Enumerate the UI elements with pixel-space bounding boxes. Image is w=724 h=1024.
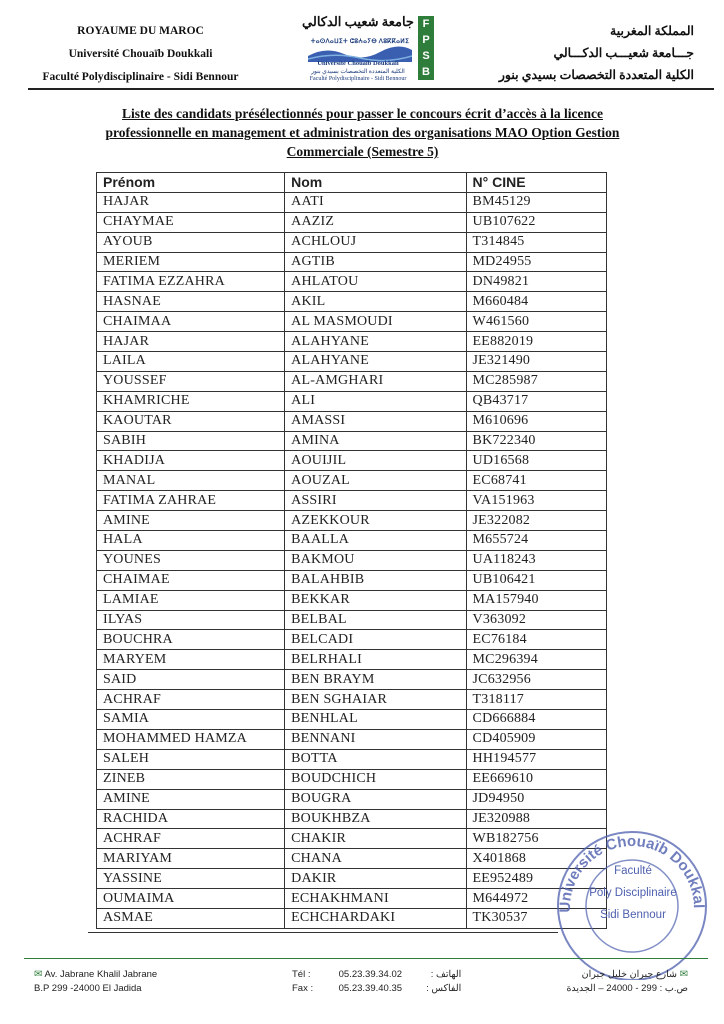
- logo-french-faculty: Faculté Polydisciplinaire - Sidi Bennour: [309, 76, 407, 82]
- footer-address-ar: [566, 968, 688, 996]
- nom-cell: DAKIR: [285, 869, 466, 889]
- stamp-line: Sidi Bennour: [600, 909, 666, 921]
- badge-letter: B: [422, 66, 430, 78]
- kingdom-label-fr: ROYAUME DU MAROC: [77, 25, 204, 37]
- table-row: [97, 431, 607, 451]
- tel-number: 05.23.39.34.02: [338, 969, 403, 980]
- table-row: [97, 809, 607, 829]
- cine-cell: MA157940: [466, 590, 606, 610]
- cine-cell: V363092: [466, 610, 606, 630]
- prenom-cell: MARYEM: [97, 650, 285, 670]
- table-row: [97, 192, 607, 212]
- nom-cell: AOUZAL: [285, 471, 466, 491]
- nom-cell: AMASSI: [285, 411, 466, 431]
- cine-cell: UB106421: [466, 570, 606, 590]
- table-row: [97, 650, 607, 670]
- cine-cell: JE322082: [466, 511, 606, 531]
- logo-french-name: Université Chouaïb Doukkali: [317, 60, 399, 67]
- prenom-cell: RACHIDA: [97, 809, 285, 829]
- university-label-ar: جـــامعة شعيـــب الدكـــالي: [553, 46, 694, 60]
- kingdom-label-ar: المملكة المغربية: [610, 24, 694, 38]
- nom-cell: AHLATOU: [285, 272, 466, 292]
- nom-cell: CHANA: [285, 849, 466, 869]
- nom-cell: AOUIJIL: [285, 451, 466, 471]
- cine-cell: M655724: [466, 531, 606, 551]
- cine-cell: TK30537: [466, 908, 606, 928]
- stamp-line: Poly Disciplinaire: [589, 887, 677, 899]
- faculty-label-ar: الكلية المتعددة التخصصات بسيدي بنور: [498, 68, 694, 82]
- cine-cell: JE321490: [466, 352, 606, 372]
- table-row: [97, 371, 607, 391]
- table-row: [97, 570, 607, 590]
- nom-cell: BOTTA: [285, 749, 466, 769]
- table-row: [97, 829, 607, 849]
- table-row: [97, 908, 607, 928]
- address-line-ar: ص.ب : 299 - 24000 – الجديدة: [566, 983, 688, 994]
- table-row: [97, 531, 607, 551]
- cine-cell: JC632956: [466, 670, 606, 690]
- cine-cell: UA118243: [466, 550, 606, 570]
- nom-cell: AZEKKOUR: [285, 511, 466, 531]
- cine-cell: MC296394: [466, 650, 606, 670]
- prenom-cell: KHADIJA: [97, 451, 285, 471]
- prenom-cell: HAJAR: [97, 192, 285, 212]
- prenom-cell: AMINE: [97, 789, 285, 809]
- fpsb-badge: [418, 16, 434, 80]
- nom-cell: ACHLOUJ: [285, 232, 466, 252]
- nom-cell: BOUGRA: [285, 789, 466, 809]
- table-row: [97, 511, 607, 531]
- cine-cell: EE882019: [466, 332, 606, 352]
- nom-cell: BEN BRAYM: [285, 670, 466, 690]
- nom-cell: BENNANI: [285, 729, 466, 749]
- table-row: [97, 789, 607, 809]
- prenom-cell: AYOUB: [97, 232, 285, 252]
- table-row: [97, 869, 607, 889]
- faculty-label-fr: Faculté Polydisciplinaire - Sidi Bennour: [42, 71, 239, 83]
- nom-cell: BEN SGHAIAR: [285, 690, 466, 710]
- table-row: [97, 630, 607, 650]
- prenom-cell: BOUCHRA: [97, 630, 285, 650]
- logo-arabic-name: جامعة شعيب الدكالي: [302, 14, 414, 29]
- cine-cell: EC68741: [466, 471, 606, 491]
- prenom-cell: SAMIA: [97, 710, 285, 730]
- envelope-icon: ✉: [34, 969, 43, 980]
- university-logo: [300, 14, 440, 82]
- nom-cell: BOUDCHICH: [285, 769, 466, 789]
- cine-cell: QB43717: [466, 391, 606, 411]
- stamp-ring-text: Université Chouaïb Doukkal: [556, 832, 708, 913]
- table-row: [97, 769, 607, 789]
- nom-cell: BELCADI: [285, 630, 466, 650]
- cine-cell: EE952489: [466, 869, 606, 889]
- cine-cell: EE669610: [466, 769, 606, 789]
- official-stamp: [548, 820, 716, 980]
- cine-cell: W461560: [466, 312, 606, 332]
- table-row: [97, 352, 607, 372]
- logo-tifinagh-name: ⵜⴰⵙⴷⴰⵡⵉⵜ ⵛⵓⵄⴰⵢⴱ ⴷⵓⴽⴽⴰⵍⵉ: [310, 39, 410, 45]
- cine-cell: HH194577: [466, 749, 606, 769]
- table-row: [97, 849, 607, 869]
- prenom-cell: FATIMA ZAHRAE: [97, 491, 285, 511]
- stamp-inner-text: [588, 860, 678, 926]
- tel-label: Tél :: [292, 969, 311, 980]
- cine-cell: UB107622: [466, 212, 606, 232]
- nom-cell: AKIL: [285, 292, 466, 312]
- prenom-cell: SABIH: [97, 431, 285, 451]
- nom-cell: BELBAL: [285, 610, 466, 630]
- table-row: [97, 710, 607, 730]
- prenom-cell: HAJAR: [97, 332, 285, 352]
- prenom-cell: SAID: [97, 670, 285, 690]
- table-row: [97, 491, 607, 511]
- prenom-cell: YOUSSEF: [97, 371, 285, 391]
- prenom-cell: ILYAS: [97, 610, 285, 630]
- cine-cell: T318117: [466, 690, 606, 710]
- nom-cell: AL-AMGHARI: [285, 371, 466, 391]
- address-line: B.P 299 -24000 El Jadida: [34, 983, 142, 994]
- cine-cell: JE320988: [466, 809, 606, 829]
- table-row: [97, 272, 607, 292]
- table-header-row: [97, 173, 607, 193]
- table-body: [97, 192, 607, 928]
- prenom-cell: OUMAIMA: [97, 889, 285, 909]
- prenom-cell: KHAMRICHE: [97, 391, 285, 411]
- candidates-table: [96, 172, 607, 929]
- cine-cell: MC285987: [466, 371, 606, 391]
- document-title: Liste des candidats présélectionnés pour passer le concours écrit d’accès à la licence professionnelle en management et administration des organisations MAO Option Gestion Commerciale (Semestre 5): [105, 106, 620, 159]
- tel-label-ar: الهاتف :: [430, 969, 462, 980]
- nom-cell: AGTIB: [285, 252, 466, 272]
- prenom-cell: YASSINE: [97, 869, 285, 889]
- prenom-cell: HALA: [97, 531, 285, 551]
- header-right-block: [494, 20, 694, 86]
- nom-cell: CHAKIR: [285, 829, 466, 849]
- cine-cell: VA151963: [466, 491, 606, 511]
- badge-letter: S: [422, 50, 430, 62]
- nom-cell: BENHLAL: [285, 710, 466, 730]
- cine-cell: UD16568: [466, 451, 606, 471]
- cine-cell: WB182756: [466, 829, 606, 849]
- table-row: [97, 391, 607, 411]
- envelope-icon: ✉: [679, 969, 688, 980]
- table-row: [97, 690, 607, 710]
- cine-cell: DN49821: [466, 272, 606, 292]
- table-row: [97, 292, 607, 312]
- cine-cell: JD94950: [466, 789, 606, 809]
- cine-cell: CD666884: [466, 710, 606, 730]
- prenom-cell: MARIYAM: [97, 849, 285, 869]
- table-row: [97, 332, 607, 352]
- cine-cell: BM45129: [466, 192, 606, 212]
- footer-address-fr: [34, 968, 157, 996]
- prenom-cell: LAILA: [97, 352, 285, 372]
- cine-cell: X401868: [466, 849, 606, 869]
- table-row: [97, 232, 607, 252]
- prenom-cell: FATIMA EZZAHRA: [97, 272, 285, 292]
- nom-cell: BAKMOU: [285, 550, 466, 570]
- address-line-ar: شارع جبران خليل جبران: [581, 969, 677, 980]
- nom-cell: AL MASMOUDI: [285, 312, 466, 332]
- prenom-cell: MERIEM: [97, 252, 285, 272]
- cine-cell: M660484: [466, 292, 606, 312]
- footer-divider: [24, 958, 708, 959]
- column-header-nom: Nom: [285, 173, 466, 193]
- address-line: Av. Jabrane Khalil Jabrane: [44, 969, 158, 980]
- nom-cell: ALAHYANE: [285, 332, 466, 352]
- header-left-block: [38, 20, 243, 89]
- cine-cell: M610696: [466, 411, 606, 431]
- table-row: [97, 471, 607, 491]
- prenom-cell: ASMAE: [97, 908, 285, 928]
- stamp-line: Faculté: [614, 865, 652, 877]
- nom-cell: ASSIRI: [285, 491, 466, 511]
- nom-cell: ALI: [285, 391, 466, 411]
- prenom-cell: CHAYMAE: [97, 212, 285, 232]
- fax-label-ar: الفاكس :: [426, 983, 462, 994]
- table-row: [97, 312, 607, 332]
- badge-letter: F: [422, 18, 430, 30]
- prenom-cell: HASNAE: [97, 292, 285, 312]
- nom-cell: AAZIZ: [285, 212, 466, 232]
- logo-arabic-faculty: الكلية المتعددة التخصصات بسيدي بنور: [311, 69, 405, 75]
- table-row: [97, 252, 607, 272]
- cine-cell: EC76184: [466, 630, 606, 650]
- cine-cell: MD24955: [466, 252, 606, 272]
- nom-cell: BALAHBIB: [285, 570, 466, 590]
- table-row: [97, 590, 607, 610]
- prenom-cell: SALEH: [97, 749, 285, 769]
- prenom-cell: CHAIMAA: [97, 312, 285, 332]
- nom-cell: ALAHYANE: [285, 352, 466, 372]
- prenom-cell: MANAL: [97, 471, 285, 491]
- prenom-cell: CHAIMAE: [97, 570, 285, 590]
- table-row: [97, 411, 607, 431]
- prenom-cell: ZINEB: [97, 769, 285, 789]
- header-divider: [28, 88, 714, 90]
- table-row: [97, 212, 607, 232]
- column-header-cine: N° CINE: [466, 173, 606, 193]
- nom-cell: BOUKHBZA: [285, 809, 466, 829]
- cine-cell: BK722340: [466, 431, 606, 451]
- cine-cell: M644972: [466, 889, 606, 909]
- table-row: [97, 749, 607, 769]
- nom-cell: BEKKAR: [285, 590, 466, 610]
- nom-cell: BELRHALI: [285, 650, 466, 670]
- nom-cell: ECHAKHMANI: [285, 889, 466, 909]
- table-row: [97, 451, 607, 471]
- prenom-cell: KAOUTAR: [97, 411, 285, 431]
- table-row: [97, 729, 607, 749]
- prenom-cell: AMINE: [97, 511, 285, 531]
- prenom-cell: ACHRAF: [97, 829, 285, 849]
- table-row: [97, 610, 607, 630]
- signature-line: [88, 932, 558, 933]
- fax-label: Fax :: [292, 983, 314, 994]
- table-row: [97, 670, 607, 690]
- table-row: [97, 889, 607, 909]
- cine-cell: T314845: [466, 232, 606, 252]
- prenom-cell: ACHRAF: [97, 690, 285, 710]
- nom-cell: ECHCHARDAKI: [285, 908, 466, 928]
- footer-contact: [292, 968, 461, 996]
- nom-cell: AMINA: [285, 431, 466, 451]
- nom-cell: BAALLA: [285, 531, 466, 551]
- prenom-cell: MOHAMMED HAMZA: [97, 729, 285, 749]
- university-label-fr: Université Chouaïb Doukkali: [68, 48, 213, 60]
- cine-cell: CD405909: [466, 729, 606, 749]
- prenom-cell: LAMIAE: [97, 590, 285, 610]
- prenom-cell: YOUNES: [97, 550, 285, 570]
- fax-number: 05.23.39.40.35: [338, 983, 403, 994]
- nom-cell: AATI: [285, 192, 466, 212]
- column-header-prenom: Prénom: [97, 173, 285, 193]
- badge-letter: P: [422, 34, 430, 46]
- table-row: [97, 550, 607, 570]
